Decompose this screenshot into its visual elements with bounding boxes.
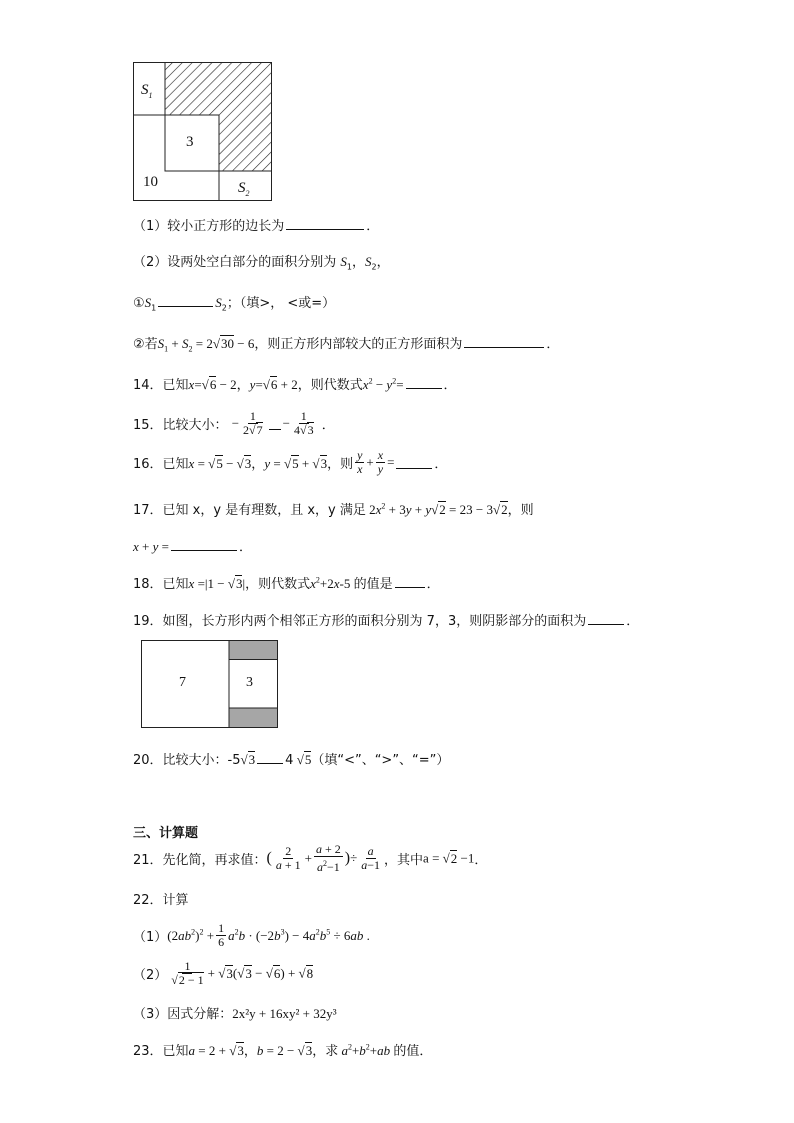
question-22: 22．计算 bbox=[133, 893, 189, 908]
q13-part4: ②若$S_1 + S_2 = 2√30 - 6$，则正方形内部较大的正方形面积为 ． bbox=[133, 336, 560, 354]
question-14: 14．已知x=√6 − 2，y=√6 + 2，则代数式$x^2 - y^2=$ ． bbox=[133, 376, 457, 393]
question-23: 23．已知a = 2 + √3，b = 2 − √3，求 $a^2+b^2+ab$ 的值． bbox=[133, 1042, 433, 1059]
answer-blank[interactable] bbox=[158, 294, 213, 307]
square-3-label: 3 bbox=[246, 675, 253, 690]
square-7-label: 7 bbox=[179, 675, 186, 690]
s1-label: $S_1$ bbox=[141, 82, 153, 100]
s2-label: $S_2$ bbox=[238, 180, 250, 198]
question-22-part2: （2） $\frac{1}{√2 - 1}$ + √3(√3 − √6) + √8 bbox=[133, 959, 314, 987]
center-square-label: 3 bbox=[186, 134, 194, 150]
question-17-line2: x + y = ． bbox=[133, 539, 253, 555]
question-20: 20．比较大小：-5√3 4 √5（填“<”、“>”、“=”） bbox=[133, 752, 450, 768]
question-19: 19．如图，长方形内两个相邻正方形的面积分别为 7，3，则阴影部分的面积为 ． bbox=[133, 614, 640, 629]
rectangle-figure bbox=[141, 640, 281, 730]
answer-blank[interactable] bbox=[588, 612, 624, 625]
question-21: 21．先化简，再求值：( $\frac{2}{a + 1}$ + $\frac{a + 2}{a^2-1}$ )÷ $\frac{a}{a-1}$ ，其中a = √2 −1． bbox=[133, 842, 488, 874]
q13-part3: $①S_1$ $S_2$；（填>， <或=） bbox=[133, 295, 336, 313]
answer-blank[interactable] bbox=[395, 575, 425, 588]
big-square-label: 10 bbox=[143, 174, 158, 190]
question-22-part1: $(1)(2ab^2)^2$ + $\frac{1}{6}$ $a^2b \cdot (-2b^3) - 4a^2b^5 \div 6ab$ . bbox=[133, 921, 370, 949]
answer-blank[interactable] bbox=[406, 376, 442, 389]
section-title: 三、计算题 bbox=[133, 826, 199, 841]
q13-part1: （1）较小正方形的边长为 ． bbox=[133, 219, 380, 234]
question-22-part3: （3）因式分解：2x²y + 16xy² + 32y³ bbox=[133, 1006, 337, 1022]
answer-blank[interactable] bbox=[171, 538, 237, 551]
answer-blank[interactable] bbox=[396, 456, 432, 469]
answer-blank[interactable] bbox=[269, 417, 281, 430]
answer-blank[interactable] bbox=[257, 751, 283, 764]
answer-blank[interactable] bbox=[286, 217, 364, 230]
answer-blank[interactable] bbox=[464, 335, 544, 348]
question-15: 15．比较大小： − $\frac{1}{2√7}$ − $\frac{1}{4√3}$ ． bbox=[133, 409, 335, 437]
q13-part2: （2）设两处空白部分的面积分别为 $S_1$，$S_2$， bbox=[133, 254, 390, 272]
question-18: 18．已知x =|1 − √3|，则代数式$x^2+2x-5$ 的值是 ． bbox=[133, 575, 440, 592]
question-17: 17．已知 x，y 是有理数，且 x，y 满足 $2x^2 + 3y + y√2 = 23 - 3√2$，则 bbox=[133, 501, 534, 518]
question-16: 16．已知x = √5 − √3，y = √5 + √3，则 $\frac{y}{x}$ + $\frac{x}{y}$ = ． bbox=[133, 448, 448, 476]
